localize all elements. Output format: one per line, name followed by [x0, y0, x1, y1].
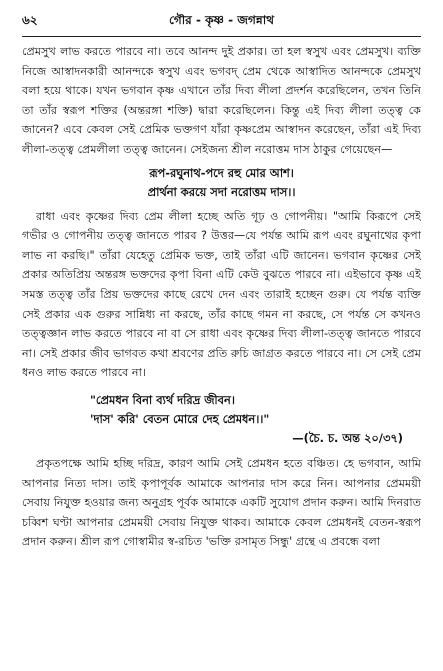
paragraph-2: রাধা এবং কৃষ্ণের দিব্য প্রেম লীলা হচ্ছে অতি গূঢ় ও গোপনীয়। "আমি কিরূপে সেই গভীর ও গোপনীয় তত্ত্ব জানতে পারব ? উত্তর—যে পর্যন্ত আমি রূপ এবং রঘুনাথের কৃপা লাভ না করছি।" তাঁরা যেহেতু প্রেমিক ভক্ত, তাই তাঁরা এটি জানেন। ভগবান কৃষ্ণের সেই প্রকার অতিপ্রিয় অন্তরঙ্গ ভক্তদের কৃপা বিনা এটি কেউ বুঝতে পারবে না। এইভাবে কৃষ্ণ এই সমস্ত তত্ত্ব তাঁর প্রিয় ভক্তদের কাছে রেখে দেন এবং তারাই হচ্ছেন গুরু। যে পর্যন্ত ব্যক্তি সেই প্রকার এক গুরুর সান্নিধ্য না করছে, তাঁর কাছে গমন না করছে, সে পর্যন্ত সে কখনও তত্ত্বজ্ঞান লাভ করতে পারবে না বা সে রাধা এবং কৃষ্ণের দিব্য লীলা-তত্ত্ব জানতে পারবে না। সেই প্রকার জীব ভাগবত কথা শ্রবণের প্রতি রুচি জাগ্রত করতে পারবে না। সে সেই প্রেম ধনও লাভ করতে পারবে না।	[22, 209, 421, 380]
verse-line-2: প্রার্থনা করয়ে সদা নরোত্তম দাস।।	[147, 184, 296, 199]
page-body	[22, 42, 421, 552]
quote-line-1: "প্রেমধন বিনা ব্যর্থ দরিদ্র জীবন।	[90, 392, 235, 407]
running-title: গৌর - কৃষ্ণ - জগন্নাথ	[169, 13, 274, 27]
quote-line-2: 'দাস' করি' বেতন মোরে দেহ প্রেমধন।।"	[90, 411, 270, 426]
paragraph-3: প্রকৃতপক্ষে আমি হচ্ছি দরিদ্র, কারণ আমি সেই প্রেমধন হতে বঞ্চিত। হে ভগবান, আমি আপনার নিত্য দাস। তাই কৃপাপূর্বক আমাকে আপনার দাস করে নিন। আপনার প্রেমময়ী সেবায় নিযুক্ত হওয়ার জন্য অনুগ্রহ পূর্বক আমাকে একটি সুযোগ প্রদান করুন। আমি দিনরাত চব্বিশ ঘণ্টা আপনার প্রেমময়ী সেবায় নিযুক্ত থাকব। আমাকে কেবল প্রেমধনই বেতন-স্বরূপ প্রদান করুন। শ্রীল রূপ গোস্বামীর স্ব-রচিত 'ভক্তি রসামৃত সিন্ধু' গ্রন্থে এ প্রবন্ধে বলা	[22, 456, 421, 549]
page-header	[22, 12, 421, 32]
verse-block	[22, 164, 421, 202]
paragraph-1: প্রেমসুখ লাভ করতে পারবে না। তবে আনন্দ দুই প্রকার। তা হল স্বসুখ এবং প্রেমসুখ। ব্যক্তি নিজে আস্বাদনকারী আনন্দকে স্বসুখ এবং ভগবদ্ প্রেম থেকে আস্বাদিত আনন্দকে প্রেমসুখ বলা হয়ে থাকে। যখন ভগবান কৃষ্ণ এখানে তাঁর দিব্য লীলা প্রদর্শন করেছিলেন, তখন তিনি তা তাঁর স্বরূপ শক্তির (অন্তরঙ্গা শক্তি) দ্বারা করেছিলেন। কিন্তু এই দিব্য লীলা তত্ত্ব কে জানেন? এবে কেবল সেই প্রেমিক ভক্তগণ যাঁরা কৃষ্ণপ্রেম আস্বাদন করেছেন, তাঁরা এই দিব্য লীলা-তত্ত্ব প্রেমলীলা তত্ত্ব জানেন। সেইজন্য শ্রীল নরোত্তম দাস ঠাকুর গেয়েছেন—	[22, 45, 421, 156]
quote-block	[90, 391, 421, 448]
verse-line-1: রূপ-রঘুনাথ-পদে রহু মোর আশ।	[149, 165, 294, 180]
header-rule	[22, 36, 421, 37]
quote-reference: —(চৈ. চ. অন্ত ২০/৩৭)	[292, 430, 403, 445]
page-number: ৬২	[22, 13, 38, 27]
